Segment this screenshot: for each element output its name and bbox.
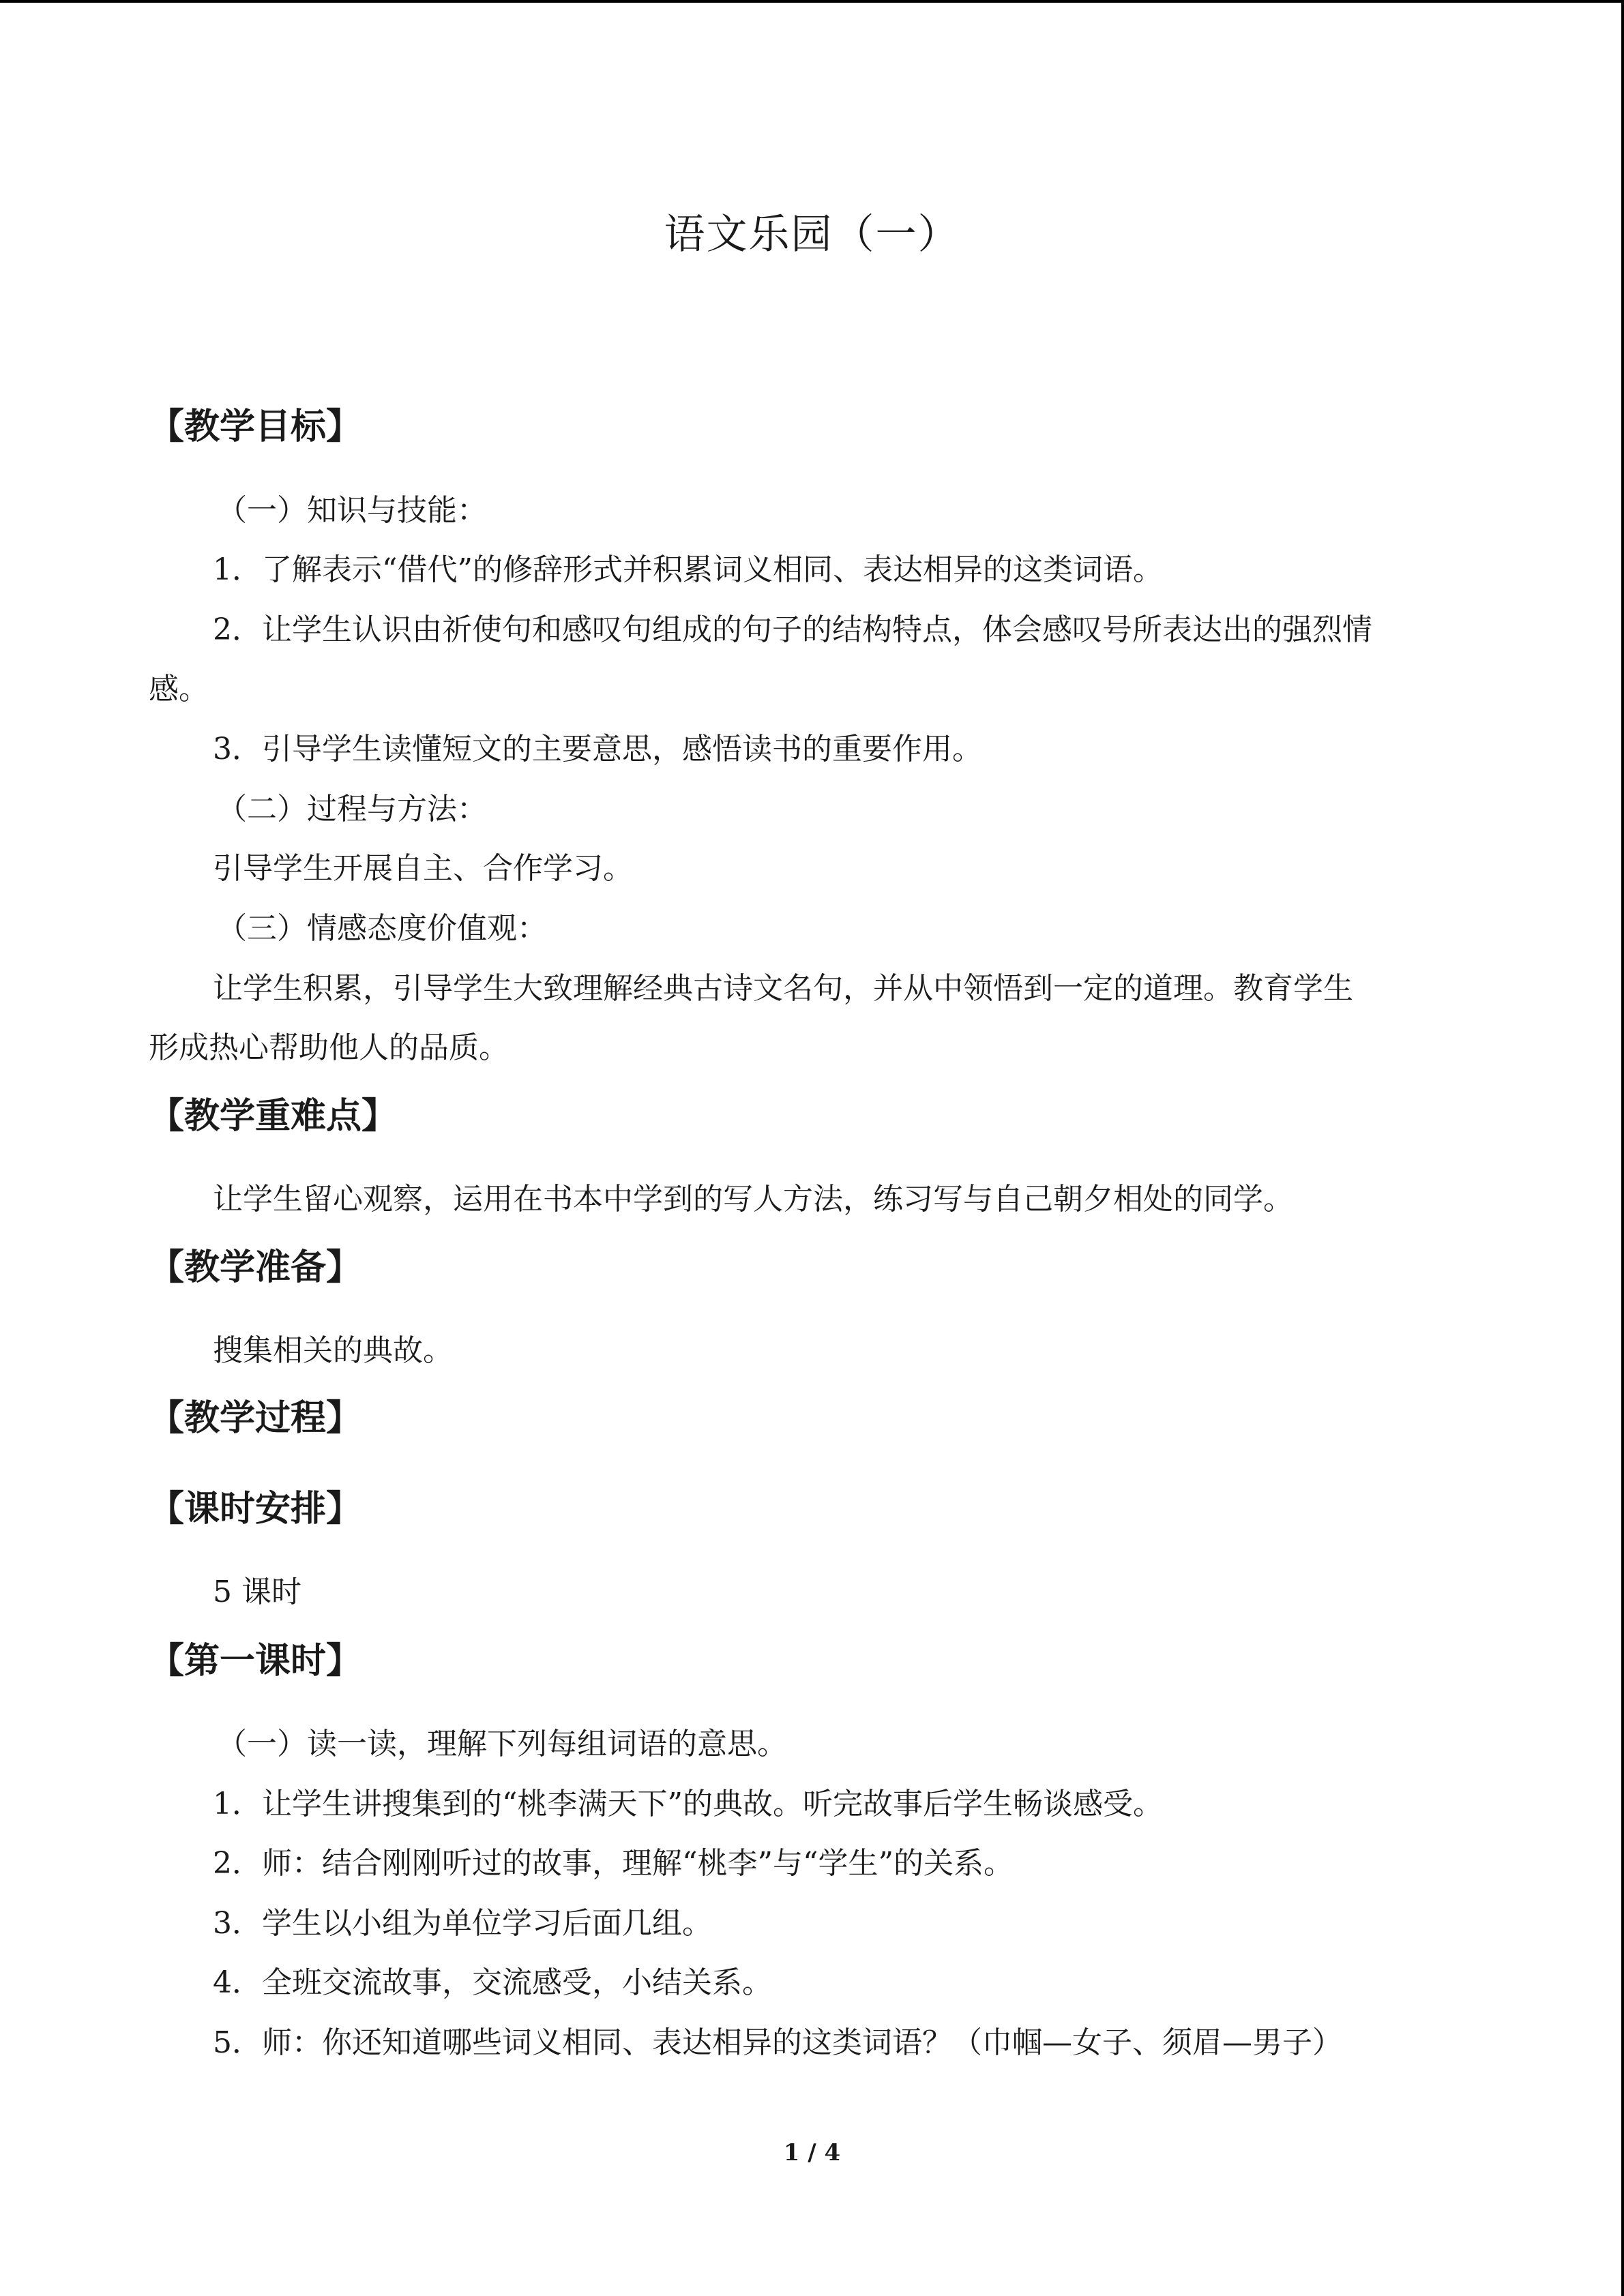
- first-lesson-step-5: 5．师：你还知道哪些词义相同、表达相异的这类词语？（巾帼—女子、须眉—男子）: [213, 2025, 1342, 2060]
- process-method-text: 引导学生开展自主、合作学习。: [213, 851, 633, 886]
- goal-item-1: 1．了解表示“借代”的修辞形式并积累词义相同、表达相异的这类词语。: [213, 552, 1163, 587]
- knowledge-skills-label: （一）知识与技能：: [217, 493, 487, 528]
- preparation-text: 搜集相关的典故。: [213, 1333, 453, 1368]
- first-lesson-step-1: 1．让学生讲搜集到的“桃李满天下”的典故。听完故事后学生畅谈感受。: [213, 1787, 1163, 1821]
- goal-item-3: 3．引导学生读懂短文的主要意思，感悟读书的重要作用。: [213, 732, 982, 766]
- section-heading-key-points: 【教学重难点】: [149, 1096, 398, 1137]
- section-heading-goals: 【教学目标】: [149, 406, 362, 447]
- first-lesson-step-4: 4．全班交流故事，交流感受，小结关系。: [213, 1965, 772, 2000]
- section-heading-first-lesson: 【第一课时】: [149, 1641, 362, 1682]
- key-points-text: 让学生留心观察，运用在书本中学到的写人方法，练习写与自己朝夕相处的同学。: [213, 1182, 1293, 1217]
- first-lesson-part-1: （一）读一读，理解下列每组词语的意思。: [217, 1727, 787, 1761]
- emotion-values-line-2: 形成热心帮助他人的品质。: [149, 1030, 509, 1065]
- goal-item-2-line-2: 感。: [149, 672, 209, 706]
- section-heading-preparation: 【教学准备】: [149, 1247, 362, 1288]
- section-heading-schedule: 【课时安排】: [149, 1489, 362, 1530]
- emotion-values-label: （三）情感态度价值观：: [217, 911, 547, 946]
- process-method-label: （二）过程与方法：: [217, 792, 487, 826]
- first-lesson-step-3: 3．学生以小组为单位学习后面几组。: [213, 1906, 712, 1941]
- document-title: 语文乐园（一）: [664, 211, 960, 258]
- section-heading-process: 【教学过程】: [149, 1398, 362, 1439]
- schedule-text: 5 课时: [213, 1575, 301, 1609]
- first-lesson-step-2: 2．师：结合刚刚听过的故事，理解“桃李”与“学生”的关系。: [213, 1846, 1014, 1881]
- emotion-values-line-1: 让学生积累，引导学生大致理解经典古诗文名句，并从中领悟到一定的道理。教育学生: [213, 971, 1353, 1006]
- goal-item-2-line-1: 2．让学生认识由祈使句和感叹句组成的句子的结构特点，体会感叹号所表达出的强烈情: [213, 612, 1372, 647]
- page-number: 1 / 4: [783, 2139, 841, 2166]
